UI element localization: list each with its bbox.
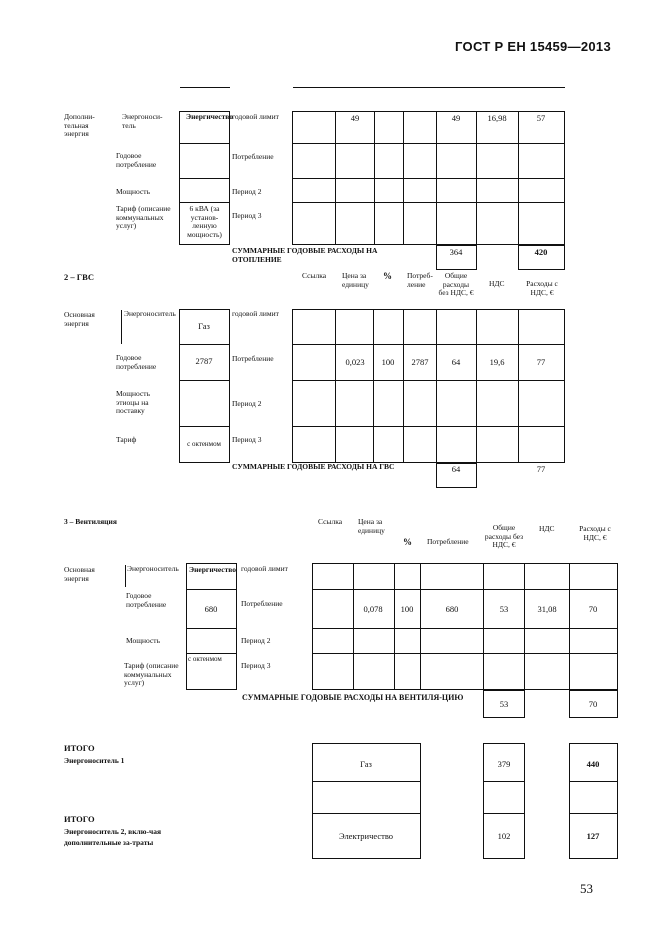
top-rule-left: [180, 87, 230, 88]
grid-line: [476, 309, 477, 463]
grid-line: [186, 589, 237, 590]
grid-line: [179, 344, 230, 345]
grid-line: [476, 111, 477, 245]
vent-col-vat: НДС: [539, 524, 555, 533]
grid-line: [436, 111, 437, 245]
grid-line: [292, 202, 565, 203]
dhw-period-4: Период 3: [232, 435, 262, 444]
total-2-value: 102: [497, 831, 511, 841]
vent-category: Основная энергия: [64, 565, 95, 583]
vent-col-consumption: Потребление: [427, 537, 469, 546]
grid-line: [483, 781, 525, 782]
dhw-row-tariff: Тариф: [116, 435, 137, 444]
grid-line: [179, 426, 230, 427]
dhw-sum-total: 64: [451, 464, 461, 474]
dhw-total: 64: [451, 357, 461, 367]
vent-tariff-cell: с октенмом: [188, 655, 222, 663]
heating-category: Дополни-тельная энергия: [64, 112, 95, 138]
dhw-grid: [292, 309, 565, 463]
grid-line: [353, 563, 354, 690]
total-2-carrier: Электричество: [338, 831, 394, 841]
total-1-carrier-box: [312, 743, 421, 814]
heating-row-carrier: Энергоноси-тель: [122, 112, 163, 130]
dhw-tariff-cell: с октенмом: [187, 440, 221, 448]
dhw-period-1: годовой лимит: [232, 309, 279, 318]
grid-line: [403, 309, 404, 463]
total-1-heading: ИТОГО: [64, 743, 95, 753]
grid-line: [292, 380, 565, 381]
top-rule-right: [293, 87, 565, 88]
heating-sum-vat: 420: [534, 247, 548, 257]
vent-col-ref: Ссылка: [318, 517, 343, 526]
grid-line: [335, 309, 336, 463]
dhw-total-vat: 77: [536, 357, 546, 367]
grid-line: [179, 178, 230, 179]
dhw-title: 2 – ГВС: [64, 272, 94, 282]
vent-carrier-cell: Энергичество: [189, 565, 237, 574]
dhw-col-total: Общие расходы без НДС, €: [438, 271, 474, 297]
dhw-price: 0,023: [345, 357, 365, 367]
grid-line: [403, 111, 404, 245]
vent-col-total-vat: Расходы с НДС, €: [579, 524, 611, 542]
vent-input-column: [186, 563, 237, 690]
vent-period-3: Период 2: [241, 636, 271, 645]
dhw-sum-label: СУММАРНЫЕ ГОДОВЫЕ РАСХОДЫ НА ГВС: [232, 462, 395, 471]
grid-line: [186, 628, 237, 629]
grid-line: [436, 309, 437, 463]
dhw-sum-vat: 77: [536, 464, 546, 474]
vent-sum-vat: 70: [588, 699, 598, 709]
vent-col-total: Общие расходы без НДС, €: [484, 523, 524, 549]
page-number: 53: [580, 881, 593, 896]
heating-period-4: Период 3: [232, 211, 262, 220]
vent-title: 3 – Вентиляция: [64, 517, 117, 526]
grid-line: [518, 111, 519, 245]
grid-line: [179, 202, 230, 203]
total-2-heading: ИТОГО: [64, 814, 95, 824]
dhw-vat: 19,6: [489, 357, 505, 367]
vent-total-vat: 70: [588, 604, 598, 614]
dhw-category: Основная энергия: [64, 310, 95, 328]
heating-row-annual: Годовое потребление: [116, 151, 157, 169]
grid-line: [518, 309, 519, 463]
dhw-carrier-cell: Газ: [198, 321, 210, 331]
dhw-consumption: 2787: [411, 357, 429, 367]
vent-sum-label: СУММАРНЫЕ ГОДОВЫЕ РАСХОДЫ НА ВЕНТИЛЯ-ЦИЮ: [242, 693, 464, 702]
vent-consumption: 680: [445, 604, 459, 614]
dhw-period-3: Период 2: [232, 399, 262, 408]
total-2-vat: 127: [586, 831, 600, 841]
vent-grid: [312, 563, 618, 690]
heating-tariff-cell: 6 кВА (за установ-ленную мощность): [187, 204, 222, 239]
heating-period-3: Период 2: [232, 187, 262, 196]
dhw-row-power: Мощность этиоцы на поставку: [116, 389, 150, 415]
grid-line: [292, 143, 565, 144]
vent-percent: 100: [400, 604, 414, 614]
total-1-vat: 440: [586, 759, 600, 769]
grid-line: [483, 563, 484, 690]
heating-vat: 16,98: [487, 113, 507, 123]
grid-line: [292, 178, 565, 179]
grid-line: [312, 653, 618, 654]
heating-total-vat: 57: [536, 113, 546, 123]
grid-line: [292, 426, 565, 427]
dhw-consumption-cell: 2787: [195, 356, 213, 366]
vent-price: 0,078: [363, 604, 383, 614]
heating-sum-total: 364: [449, 247, 463, 257]
dhw-percent: 100: [381, 357, 395, 367]
vent-period-2: Потребление: [241, 599, 283, 608]
dhw-row-annual: Годовое потребление: [116, 353, 157, 371]
vent-vat: 31,08: [537, 604, 557, 614]
dhw-col-ref: Ссылка: [302, 271, 327, 280]
grid-line: [312, 628, 618, 629]
total-1-label: Энергоноситель 1: [64, 756, 125, 765]
grid-line: [312, 589, 618, 590]
total-1-vat-box: [569, 743, 618, 814]
vent-period-4: Период 3: [241, 661, 271, 670]
grid-line: [179, 143, 230, 144]
grid-line: [312, 781, 421, 782]
dhw-col-vat: НДС: [489, 279, 505, 288]
heating-total: 49: [451, 113, 461, 123]
grid-line: [292, 344, 565, 345]
total-2-label: Энергоноситель 2, вклю-чая дополнительные за-траты: [64, 827, 162, 847]
grid-line: [179, 380, 230, 381]
heating-row-power: Мощность: [116, 187, 150, 196]
vent-row-power: Мощность: [126, 636, 160, 645]
total-1-carrier: Газ: [360, 759, 372, 769]
grid-line: [420, 563, 421, 690]
dhw-col-price: Цена за единицу: [342, 271, 369, 289]
vent-period-1: годовой лимит: [241, 564, 288, 573]
grid-line: [394, 563, 395, 690]
vent-consumption-cell: 680: [204, 604, 218, 614]
grid-line: [569, 781, 618, 782]
grid-line: [335, 111, 336, 245]
bracket-line: [121, 310, 122, 344]
vent-row-tariff: Тариф (описание коммунальных услуг): [124, 661, 179, 687]
grid-line: [524, 563, 525, 690]
heating-period-1: годовой лимит: [232, 112, 279, 121]
heating-carrier-cell: Энергичество: [186, 112, 234, 121]
vent-row-annual: Годовое потребление: [126, 591, 167, 609]
vent-col-percent: %: [403, 537, 412, 547]
heating-price: 49: [350, 113, 360, 123]
heating-sum-label: СУММАРНЫЕ ГОДОВЫЕ РАСХОДЫ НА ОТОПЛЕНИЕ: [232, 246, 378, 264]
heating-row-tariff: Тариф (описание коммунальных услуг): [116, 204, 171, 230]
grid-line: [374, 111, 375, 245]
grid-line: [186, 653, 237, 654]
document-header: ГОСТ Р ЕН 15459—2013: [455, 39, 611, 54]
vent-sum-total: 53: [499, 699, 509, 709]
dhw-row-carrier: Энергоноситель: [124, 309, 176, 318]
vent-col-price: Цена за единицу: [358, 517, 385, 535]
grid-line: [373, 309, 374, 463]
total-1-value-box: [483, 743, 525, 814]
vent-row-carrier: Энергоноситель: [127, 564, 179, 573]
dhw-period-2: Потребление: [232, 354, 274, 363]
bracket-line: [125, 565, 126, 587]
dhw-col-percent: %: [383, 271, 392, 281]
heating-period-2: Потребление: [232, 152, 274, 161]
total-1-value: 379: [497, 759, 511, 769]
dhw-col-total-vat: Расходы с НДС, €: [526, 279, 558, 297]
dhw-col-consumption: Потреб-ление: [407, 271, 433, 289]
vent-total: 53: [499, 604, 509, 614]
grid-line: [569, 563, 570, 690]
